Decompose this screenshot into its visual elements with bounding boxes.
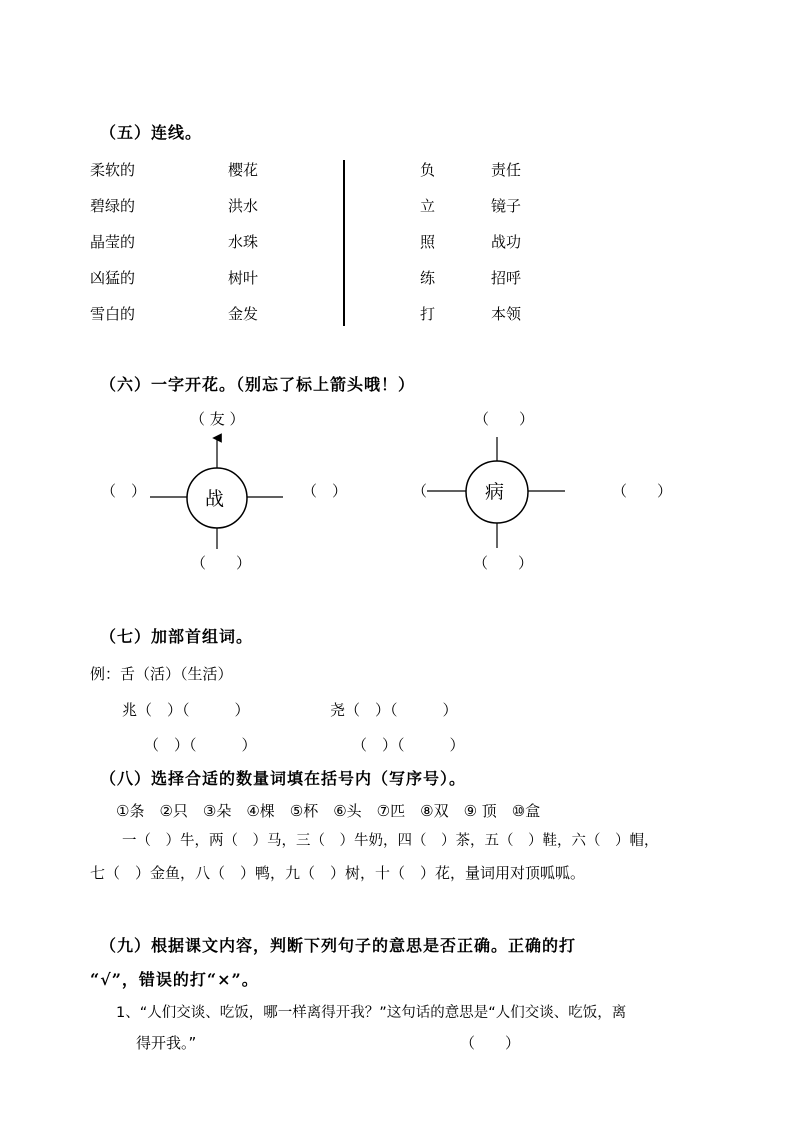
radical-exercise-item: 尧（ ）（ ） [330, 701, 458, 719]
radical-exercise-item: 兆（ ）（ ） [122, 701, 250, 719]
question-item: 1、“人们交谈、吃饭，哪一样离得开我？”这句话的意思是“人们交谈、吃饭，离 [116, 1005, 627, 1021]
fill-in-line: 一（ ）牛，两（ ）马，三（ ）牛奶，四（ ）茶，五（ ）鞋，六（ ）帽， [122, 833, 659, 849]
diagram2-bottom-blank: （ ） [473, 554, 534, 572]
match-item: 本领 [491, 305, 522, 323]
match-item: 树叶 [228, 269, 259, 287]
match-item: 练 [420, 269, 436, 287]
radical-exercise-item: （ ）（ ） [144, 736, 257, 754]
diagram2-left-blank: （ [412, 482, 428, 500]
match-item: 立 [420, 197, 436, 215]
match-item: 凶猛的 [90, 269, 136, 287]
match-item: 负 [420, 161, 436, 179]
match-item: 战功 [491, 233, 522, 251]
example-line: 例：舌（活）（生活） [90, 665, 233, 683]
match-item: 晶莹的 [90, 233, 136, 251]
diagram2-center-character: 病 [485, 481, 505, 503]
section6-heading: （六）一字开花。（别忘了标上箭头哦！） [100, 375, 416, 394]
match-item: 金发 [228, 305, 259, 323]
question-item-continued: 得开我。” [136, 1034, 197, 1052]
fill-in-line: 七（ ）金鱼，八（ ）鸭，九（ ）树，十（ ）花，量词用对顶呱呱。 [90, 864, 586, 882]
section5-heading: （五）连线。 [100, 123, 203, 142]
diagram1-bottom-blank: （ ） [191, 554, 252, 572]
match-item: 碧绿的 [90, 197, 136, 215]
section9-heading: （九）根据课文内容，判断下列句子的意思是否正确。正确的打 [100, 936, 577, 955]
diagram1-right-blank: （ ） [302, 482, 348, 500]
diagram2-top-blank: （ ） [474, 410, 535, 428]
measure-word-options: ①条 ②只 ③朵 ④棵 ⑤杯 ⑥头 ⑦匹 ⑧双 ⑨ 顶 ⑩盒 [116, 802, 541, 820]
match-item: 水珠 [228, 233, 259, 251]
diagram2-right-blank: （ ） [612, 482, 673, 500]
diagram1-center-character: 战 [205, 488, 225, 510]
match-item: 镜子 [491, 197, 522, 215]
match-item: 招呼 [491, 269, 522, 287]
match-item: 柔软的 [90, 161, 136, 179]
section8-heading: （八）选择合适的数量词填在括号内（写序号）。 [100, 769, 467, 788]
match-item: 责任 [491, 161, 522, 179]
answer-blank: （ ） [460, 1034, 521, 1052]
diagram1-top-label: （ 友 ） [190, 410, 245, 428]
radical-exercise-item: （ ）（ ） [352, 736, 465, 754]
match-item: 打 [420, 305, 436, 323]
section9-heading-continued: “√”，错误的打“×”。 [90, 970, 259, 989]
diagram1-left-blank: （ ） [101, 482, 147, 500]
section7-heading: （七）加部首组词。 [100, 627, 254, 646]
match-item: 洪水 [228, 197, 259, 215]
match-item: 雪白的 [90, 305, 136, 323]
match-item: 樱花 [228, 161, 259, 179]
match-item: 照 [420, 233, 436, 251]
